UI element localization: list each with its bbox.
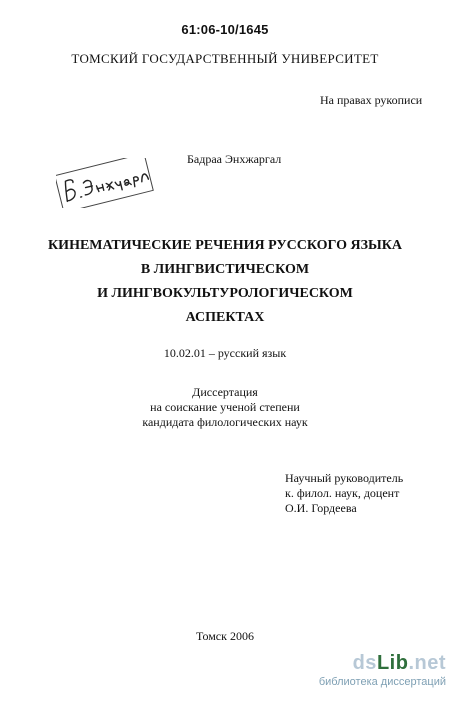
dslib-logo <box>268 651 446 675</box>
logo-lib: Lib <box>376 652 409 674</box>
title-line: И ЛИНГВОКУЛЬТУРОЛОГИЧЕСКОМ <box>97 286 353 301</box>
title-line: В ЛИНГВИСТИЧЕСКОМ <box>140 262 310 277</box>
document-code: 61:06-10/1645 <box>181 22 269 37</box>
watermark-subtitle: библиотека диссертаций <box>318 676 446 688</box>
city-year: Томск 2006 <box>196 629 254 643</box>
handwritten-signature <box>56 158 156 208</box>
title-line: КИНЕМАТИЧЕСКИЕ РЕЧЕНИЯ РУССКОГО ЯЗЫКА <box>48 238 402 253</box>
supervisor-line: Научный руководитель <box>285 471 404 485</box>
logo-ds: ds <box>352 652 377 674</box>
dissertation-title <box>0 234 450 330</box>
university-name: ТОМСКИЙ ГОСУДАРСТВЕННЫЙ УНИВЕРСИТЕТ <box>71 51 379 66</box>
supervisor-line: к. филол. наук, доцент <box>285 486 400 500</box>
author-name: Бадраа Энхжаргал <box>187 152 282 166</box>
manuscript-rights-note: На правах рукописи <box>320 93 423 107</box>
supervisor-block <box>285 471 403 516</box>
logo-net: .net <box>408 652 446 674</box>
supervisor-line: О.И. Гордеева <box>285 501 357 515</box>
degree-line: Диссертация <box>192 385 258 399</box>
degree-block <box>0 385 450 430</box>
title-line: АСПЕКТАХ <box>185 310 265 325</box>
dslib-watermark <box>268 651 446 689</box>
specialty-code: 10.02.01 – русский язык <box>163 346 287 360</box>
degree-line: на соискание ученой степени <box>150 400 300 414</box>
degree-line: кандидата филологических наук <box>142 415 308 429</box>
